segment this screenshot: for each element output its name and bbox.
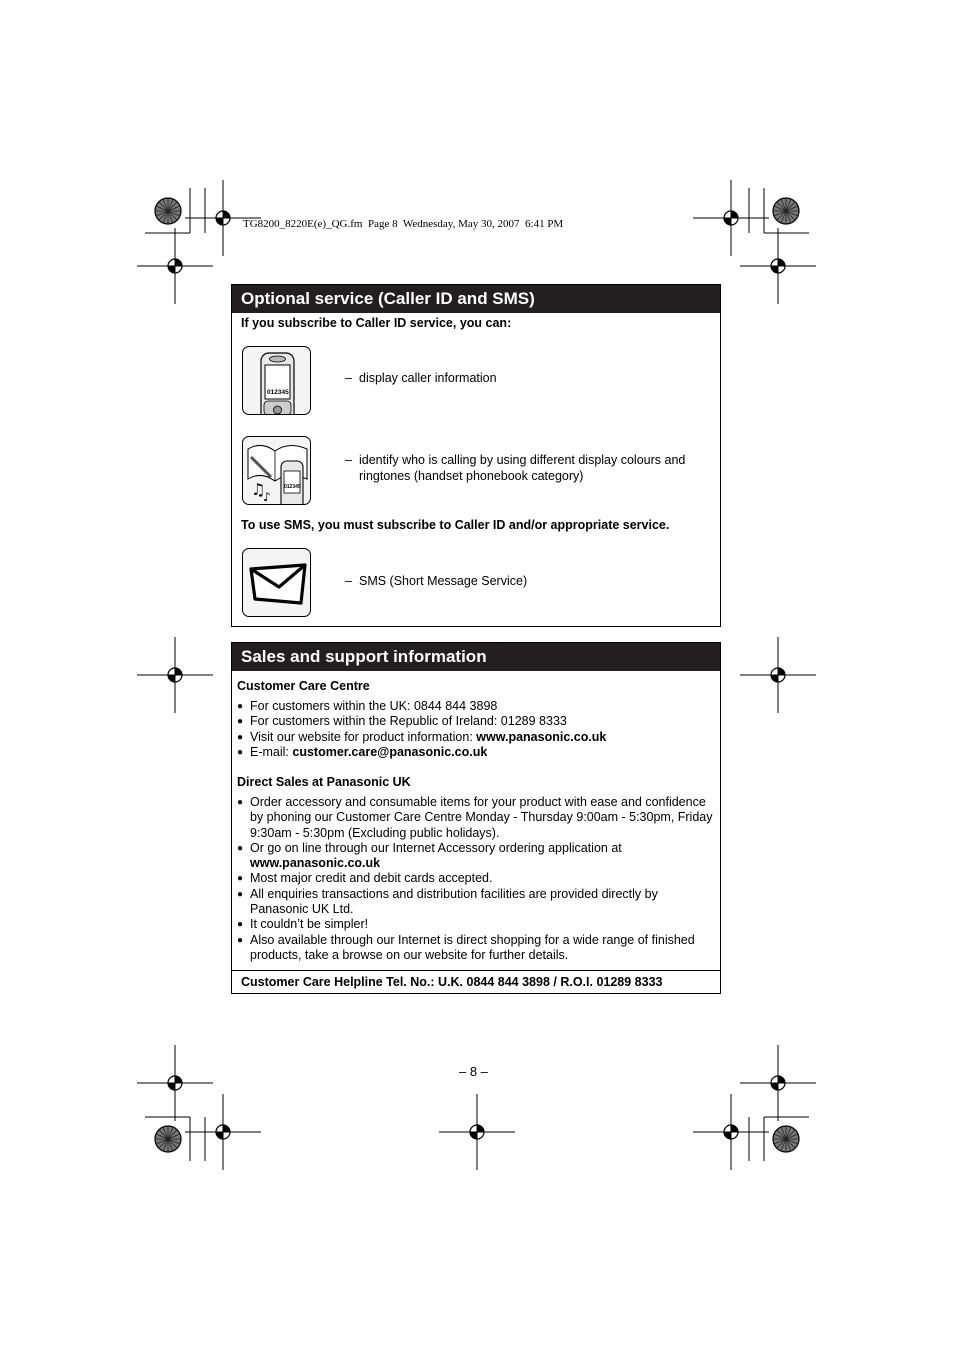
email-link[interactable]: customer.care@panasonic.co.uk: [292, 744, 488, 759]
feature-display-caller: – display caller information: [345, 371, 497, 385]
optional-service-title: Optional service (Caller ID and SMS): [232, 285, 720, 313]
optional-service-section: [231, 284, 721, 627]
feature-sms: – SMS (Short Message Service): [345, 574, 528, 588]
phonebook-screen-text: 012345: [284, 484, 301, 490]
list-item: ● All enquiries transactions and distribution facilities are provided directly by Panasonic UK Ltd.: [237, 886, 658, 917]
svg-text:♪: ♪: [263, 490, 271, 504]
list-item: ● Or go on line through our Internet Accessory ordering application at www.panasonic.co.uk: [237, 840, 622, 871]
list-item: ● For customers within the UK: 0844 844 3898: [237, 699, 498, 713]
list-item: ● Most major credit and debit cards accepted.: [237, 871, 493, 886]
website-link[interactable]: www.panasonic.co.uk: [476, 729, 607, 744]
list-item: ● Visit our website for product information: www.panasonic.co.uk: [237, 729, 607, 744]
sms-note: To use SMS, you must subscribe to Caller ID and/or appropriate service.: [241, 518, 670, 532]
list-item: ● It couldn’t be simpler!: [237, 917, 369, 932]
handset-display-icon: [242, 346, 311, 415]
phonebook-ringtone-icon: [242, 436, 311, 505]
svg-text:♫: ♫: [251, 480, 266, 499]
list-item: ● For customers within the Republic of Ireland: 01289 8333: [237, 714, 567, 729]
list-item: ● E-mail: customer.care@panasonic.co.uk: [237, 744, 488, 759]
sales-support-section: [231, 642, 721, 994]
customer-care-list: [237, 699, 713, 760]
handset-screen-text: 012345: [267, 389, 289, 396]
envelope-icon: [242, 548, 311, 617]
page-number: – 8 –: [459, 1064, 488, 1079]
list-item: ● Order accessory and consumable items for your product with ease and confidence by phoning our Customer Care Centre Monday - Thursday 9:00am - 5:30pm, Friday 9:30am - 5:30pm (Excluding public holidays).: [237, 795, 713, 840]
website-link[interactable]: www.panasonic.co.uk: [250, 856, 381, 871]
list-item: ● Also available through our Internet is direct shopping for a wide range of finished products, take a browse on our website for further details.: [237, 932, 695, 962]
direct-sales-heading: Direct Sales at Panasonic UK: [237, 775, 411, 789]
direct-sales-list: [237, 795, 713, 963]
helpline-footer: Customer Care Helpline Tel. No.: U.K. 0844 844 3898 / R.O.I. 01289 8333: [232, 970, 720, 993]
customer-care-heading: Customer Care Centre: [237, 679, 370, 693]
file-info-header: TG8200_8220E(e)_QG.fm Page 8 Wednesday, May 30, 2007 6:41 PM: [243, 218, 564, 230]
sales-support-title: Sales and support information: [232, 643, 720, 671]
caller-id-intro: If you subscribe to Caller ID service, you can:: [241, 316, 512, 330]
feature-identify-caller: – identify who is calling by using different display colours and ringtones (handset phonebook category): [345, 453, 686, 483]
